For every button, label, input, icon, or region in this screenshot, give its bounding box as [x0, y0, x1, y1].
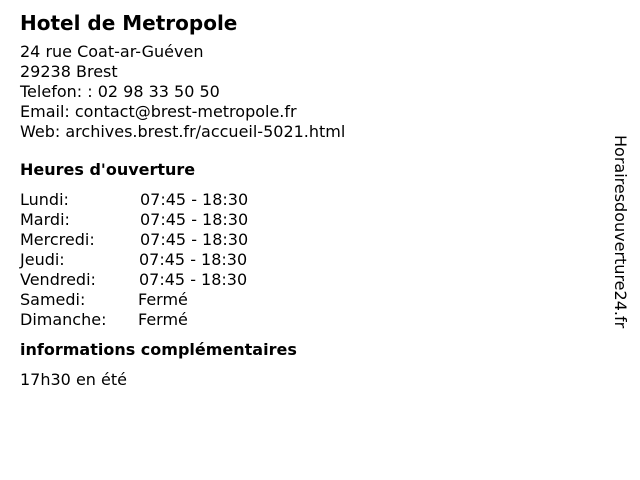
time-value: 07:45 - 18:30	[140, 190, 249, 209]
time-value: 07:45 - 18:30	[139, 270, 248, 289]
web-text: Web: archives.brest.fr/accueil-5021.html	[20, 122, 346, 141]
address-line2: 29238 Brest	[20, 62, 118, 81]
hours-row-samedi	[20, 290, 600, 310]
email-text: Email: contact@brest-metropole.fr	[20, 102, 297, 121]
day-label: Jeudi:	[20, 250, 65, 269]
day-label: Lundi:	[20, 190, 69, 209]
time-value: 07:45 - 18:30	[140, 210, 249, 229]
extra-info-text: 17h30 en été	[20, 370, 127, 389]
address-line1: 24 rue Coat-ar-Guéven	[20, 42, 204, 61]
hotel-name: Hotel de Metropole	[20, 11, 238, 35]
hours-title: Heures d'ouverture	[20, 160, 196, 179]
hours-row-mardi	[20, 210, 600, 230]
time-value: Fermé	[138, 290, 188, 309]
hotel-card	[20, 10, 600, 390]
hours-row-dimanche	[20, 310, 600, 330]
time-value: 07:45 - 18:30	[140, 230, 249, 249]
hours-row-jeudi	[20, 250, 600, 270]
address-block	[20, 42, 600, 142]
day-label: Mercredi:	[20, 230, 95, 249]
time-value: Fermé	[138, 310, 188, 329]
hours-row-lundi	[20, 190, 600, 210]
site-watermark: Horairesdouverture24.fr	[611, 135, 630, 329]
hours-table	[20, 190, 600, 330]
day-label: Vendredi:	[20, 270, 96, 289]
hours-row-vendredi	[20, 270, 600, 290]
day-label: Dimanche:	[20, 310, 107, 329]
hours-row-mercredi	[20, 230, 600, 250]
extra-info-title: informations complémentaires	[20, 340, 297, 359]
phone-text: Telefon: : 02 98 33 50 50	[20, 82, 220, 101]
day-label: Samedi:	[20, 290, 86, 309]
time-value: 07:45 - 18:30	[139, 250, 248, 269]
day-label: Mardi:	[20, 210, 70, 229]
